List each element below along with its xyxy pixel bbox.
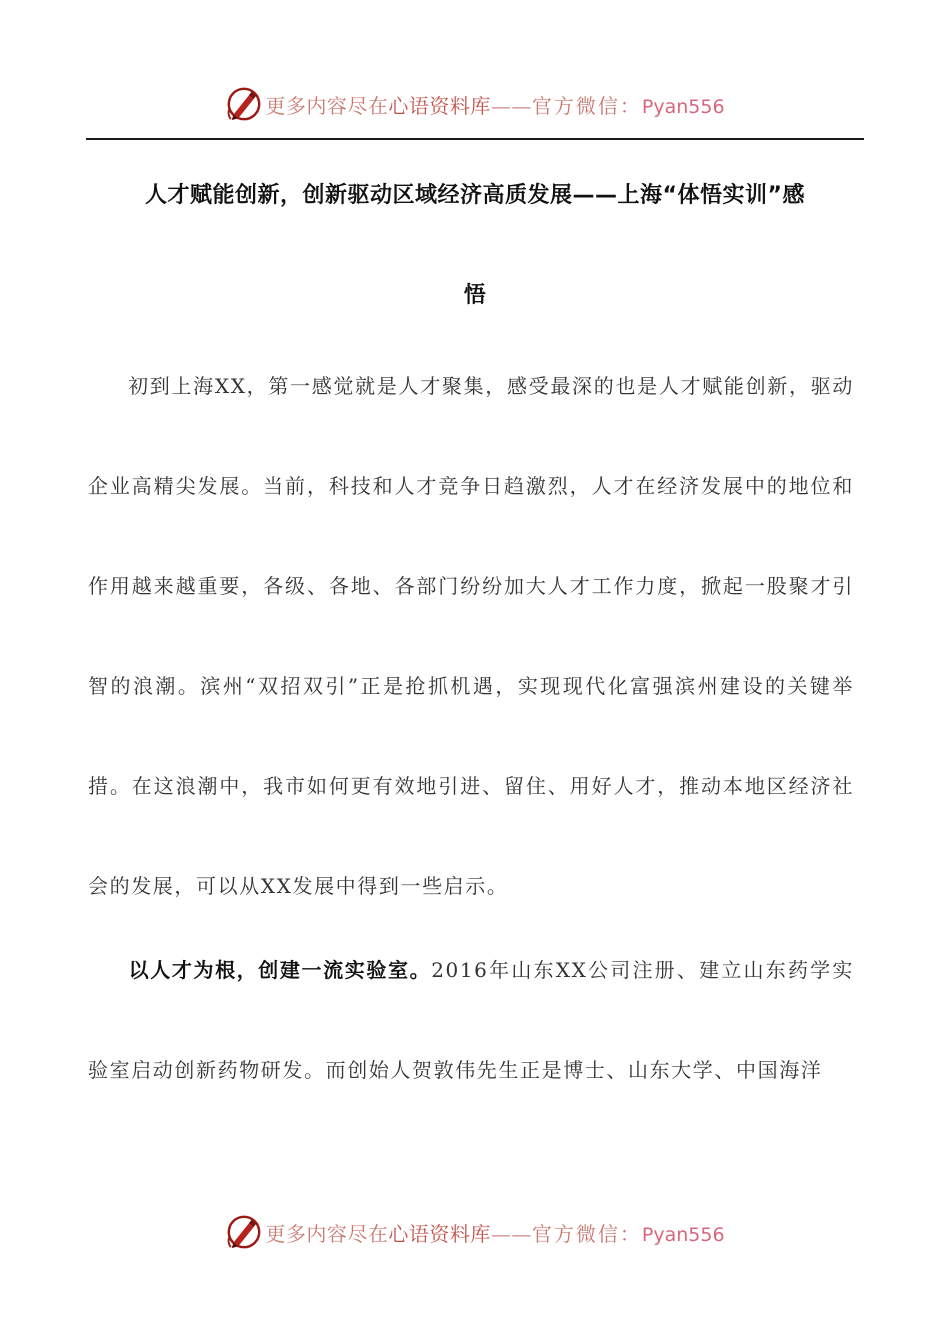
banner-text — [265, 90, 724, 119]
banner-text — [265, 1218, 724, 1247]
banner-wechat-id: Pyan556 — [641, 95, 725, 118]
pen-logo-icon — [225, 1213, 263, 1251]
footer-banner — [0, 1210, 950, 1254]
title-line-1: 人才赋能创新，创新驱动区域经济高质发展——上海“体悟实训”感 — [145, 183, 805, 208]
paragraph-2-text: 2016年山东XX公司注册、建立山东药学实验室启动创新药物研发。而创始人贺敦伟先生正是博士、山东大学、中国海洋 — [88, 958, 854, 1082]
pen-logo-icon — [225, 85, 263, 123]
paragraph-2-heading: 以人才为根，创建一流实验室。 — [128, 958, 432, 982]
paragraph-1-text: 初到上海XX，第一感觉就是人才聚集，感受最深的也是人才赋能创新，驱动企业高精尖发展。当前，科技和人才竞争日趋激烈，人才在经济发展中的地位和作用越来越重要，各级、各地、各部门纷纷加大人才工作力度，掀起一股聚才引智的浪潮。滨州“双招双引”正是抢抓机遇，实现现代化富强滨州建设的关键举措。在这浪潮中，我市如何更有效地引进、留住、用好人才，推动本地区经济社会的发展，可以从XX发展中得到一些启示。 — [88, 374, 854, 898]
header-banner — [0, 82, 950, 126]
banner-wechat-id: Pyan556 — [641, 1223, 725, 1246]
banner-library: 心语资料库 — [388, 1221, 491, 1246]
banner-separator: —— — [490, 1221, 532, 1246]
title-line-2: 悟 — [463, 283, 487, 308]
document-title — [88, 168, 862, 324]
header-rule — [86, 138, 864, 140]
banner-prefix: 更多内容尽在 — [265, 93, 389, 118]
banner-wechat-label: 官方微信： — [531, 1221, 642, 1246]
banner-prefix: 更多内容尽在 — [265, 1221, 389, 1246]
banner-separator: —— — [490, 93, 532, 118]
banner-wechat-label: 官方微信： — [531, 93, 642, 118]
paragraph-1 — [88, 336, 854, 936]
paragraph-2 — [88, 920, 854, 1120]
banner-library: 心语资料库 — [388, 93, 491, 118]
